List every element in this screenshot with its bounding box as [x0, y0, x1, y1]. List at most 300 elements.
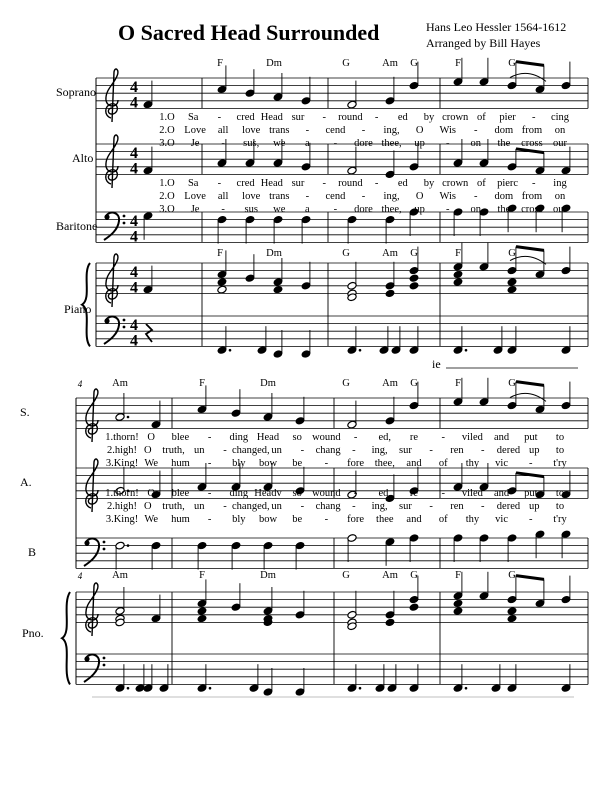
lyric-syllable: 1.O [159, 178, 175, 189]
composer-credit: Hans Leo Hessler 1564-1612 [426, 20, 567, 34]
dot [127, 687, 130, 690]
note [295, 541, 305, 569]
lyric-syllable: 1.O [159, 112, 175, 123]
lyric-syllable: - [333, 204, 338, 215]
lyric-syllable: cred [236, 112, 255, 123]
note [301, 262, 311, 290]
lyric-syllable: up [414, 138, 425, 149]
note [245, 215, 255, 243]
note-head [409, 281, 419, 290]
note [535, 250, 545, 278]
note [143, 266, 153, 294]
lyric-syllable: - [352, 501, 356, 512]
lyric-syllable: - [441, 432, 445, 443]
chord-symbol: Am [382, 248, 398, 259]
rest-icon [146, 324, 152, 342]
note [143, 81, 153, 109]
lyric-syllable: love [242, 191, 261, 202]
lyric-syllable: be [292, 458, 303, 469]
time-signature-bottom: 4 [130, 228, 138, 246]
lyric-syllable: - [333, 138, 338, 149]
note [507, 664, 517, 692]
dot [209, 687, 212, 690]
note [507, 149, 517, 171]
lyric-syllable: un [194, 501, 205, 512]
lyric-syllable: dore [354, 204, 373, 215]
lyric-syllable: - [322, 112, 326, 123]
lyric-syllable: re [409, 488, 419, 499]
beam [516, 62, 544, 66]
lyric-syllable: trans [269, 191, 290, 202]
lyric-syllable: O [415, 125, 424, 136]
lyric-syllable: - [480, 501, 485, 512]
lyric-syllable: - [300, 501, 305, 512]
note [197, 385, 207, 413]
lyric-syllable: on [554, 191, 566, 202]
lyric-syllable: - [221, 204, 225, 215]
note [273, 73, 283, 101]
note [295, 668, 305, 696]
lyric-syllable: 3.O [159, 138, 175, 149]
lyric-syllable: - [217, 112, 222, 123]
lyric-syllable: ren [450, 445, 464, 456]
note [453, 278, 463, 287]
lyric-syllable: - [532, 178, 536, 189]
lyric-syllable: ed, [378, 432, 392, 443]
note [273, 285, 283, 294]
lyric-syllable: - [207, 432, 212, 443]
lyric-syllable: - [474, 125, 478, 136]
bass-clef-icon [84, 656, 89, 661]
lyric-syllable: un [271, 445, 282, 456]
lyric-syllable: crown [442, 178, 469, 189]
chord-symbol: F [455, 570, 461, 581]
lyric-syllable: - [207, 514, 212, 525]
treble-clef-icon [106, 69, 118, 122]
lyric-syllable: changed, [232, 501, 270, 512]
note [231, 583, 241, 611]
chord-symbol: Am [382, 570, 398, 581]
note [197, 463, 207, 491]
note [507, 326, 517, 354]
bass-clef-icon [123, 326, 126, 329]
note [263, 587, 273, 615]
note [151, 401, 161, 429]
lyric-syllable: dore [354, 138, 373, 149]
note [263, 541, 273, 569]
lyric-syllable: so [292, 432, 302, 443]
time-signature-bottom: 4 [130, 332, 138, 350]
note [387, 664, 397, 692]
bass-clef-icon [103, 548, 106, 551]
lyric-syllable: a [305, 138, 310, 149]
lyric-syllable: up [414, 204, 425, 215]
bass-clef-icon [103, 541, 106, 544]
note [479, 243, 489, 271]
treble-clef-icon [106, 254, 118, 307]
lyric-syllable: of [477, 112, 486, 123]
note [217, 285, 227, 294]
lyric-syllable: thee, [381, 138, 402, 149]
note [507, 534, 517, 562]
note-head [507, 607, 517, 616]
note [453, 664, 467, 692]
note [159, 664, 169, 692]
lyric-syllable: 1.thorn! [105, 432, 139, 443]
bass-clef-icon [103, 657, 106, 660]
time-signature-top: 4 [130, 317, 138, 334]
chord-symbol: F [455, 58, 461, 69]
lyric-syllable: sus [244, 204, 258, 215]
lyric-syllable: - [207, 488, 212, 499]
lyric-syllable: wound [312, 432, 341, 443]
note [385, 150, 395, 178]
note [409, 281, 419, 290]
lyric-syllable: sur [398, 501, 412, 512]
note-head [507, 285, 517, 294]
lyric-syllable: put [524, 432, 538, 443]
page-title: O Sacred Head Surrounded [118, 20, 380, 45]
lyric-syllable: we [273, 138, 286, 149]
bass-clef-icon [104, 318, 109, 323]
lyric-syllable: round [338, 112, 363, 123]
arranger-credit: Arranged by Bill Hayes [426, 36, 541, 50]
lyric-syllable: dom [494, 125, 514, 136]
lyric-syllable: dom [494, 191, 514, 202]
lyric-syllable: bly [232, 514, 246, 525]
lyric-syllable: cross [521, 138, 543, 149]
lyric-syllable: truth, [162, 501, 185, 512]
note-head [507, 614, 517, 623]
note [143, 664, 153, 692]
time-signature-top: 4 [130, 264, 138, 281]
lyric-syllable: 2.high! [106, 445, 138, 456]
chord-symbol: Dm [260, 570, 276, 581]
note [231, 389, 241, 417]
lyric-syllable: We [144, 458, 159, 469]
note [115, 393, 129, 421]
note [301, 77, 311, 105]
note [491, 664, 501, 692]
note [295, 591, 305, 619]
lyric-syllable: dered [496, 445, 521, 456]
chord-symbol: G [410, 248, 418, 259]
lyric-syllable: on [554, 125, 566, 136]
lyric-syllable: - [441, 488, 445, 499]
lyric-syllable: sur [291, 112, 305, 123]
lyric-syllable: chang [315, 445, 341, 456]
chord-symbol: Dm [266, 248, 282, 259]
lyric-syllable: - [353, 488, 358, 499]
note-head [507, 278, 517, 287]
note [115, 587, 125, 615]
lyric-syllable: hum [171, 458, 190, 469]
note [507, 614, 517, 623]
lyric-syllable: from [521, 191, 543, 202]
lyric-syllable: by [423, 112, 435, 123]
lyric-syllable: changed, [232, 445, 270, 456]
lyric-syllable: ding [229, 432, 249, 443]
lyric-syllable: up [528, 445, 540, 456]
lyric-syllable: - [374, 178, 379, 189]
note [561, 382, 571, 410]
chord-symbol: F [199, 378, 205, 389]
brace-icon [62, 592, 70, 684]
lyric-syllable: from [521, 125, 543, 136]
dot [127, 416, 130, 419]
note [507, 607, 517, 616]
note [385, 537, 395, 565]
lyric-syllable: blee [171, 432, 190, 443]
lyric-syllable: a [305, 204, 310, 215]
lyric-syllable: O [143, 501, 152, 512]
staff-label: B [28, 545, 37, 559]
chord-symbol: F [199, 570, 205, 581]
note [385, 591, 395, 619]
chord-symbol: F [455, 248, 461, 259]
note-head [409, 274, 419, 283]
note [273, 258, 283, 286]
lyric-syllable: Sa [187, 178, 199, 189]
lyric-syllable: our [553, 204, 567, 215]
lyric-syllable: O [147, 488, 155, 499]
lyric-syllable: on [470, 204, 482, 215]
note [143, 211, 153, 239]
lyric-syllable: Love [184, 191, 206, 202]
dot [465, 687, 468, 690]
time-signature-bottom: 4 [130, 94, 138, 112]
note [385, 289, 395, 298]
lyric-syllable: on [470, 138, 482, 149]
lyric-syllable: - [217, 178, 222, 189]
note [375, 664, 385, 692]
note [263, 668, 273, 696]
note [453, 270, 463, 279]
lyric-syllable: - [223, 501, 227, 512]
note [151, 541, 161, 569]
dot [465, 349, 468, 352]
note [385, 77, 395, 105]
lyric-syllable: round [338, 178, 363, 189]
note-head [453, 607, 463, 616]
lyric-syllable: sus, [243, 138, 260, 149]
slur [510, 73, 546, 81]
note [245, 254, 255, 282]
lyric-syllable: Wis [439, 125, 456, 136]
lyric-syllable: all [217, 125, 229, 136]
note [561, 664, 571, 692]
lyric-syllable: vic [495, 514, 509, 525]
lyric-syllable: the [497, 204, 511, 215]
lyric-syllable: to [555, 432, 565, 443]
lyric-syllable: of [438, 458, 448, 469]
note [347, 591, 357, 619]
lyric-syllable: to [555, 501, 565, 512]
note [479, 534, 489, 562]
note [479, 572, 489, 600]
staff-label: A. [20, 475, 32, 489]
note [453, 599, 463, 608]
note [347, 147, 357, 175]
lyric-syllable: and [406, 514, 422, 525]
note [453, 534, 463, 562]
note [347, 401, 357, 429]
lyric-syllable: cred [236, 178, 255, 189]
note [301, 215, 311, 243]
note [561, 147, 571, 175]
chord-symbol: Dm [260, 378, 276, 389]
note [385, 215, 395, 243]
lyric-syllable: Love [184, 125, 206, 136]
measure-number: 4 [77, 571, 83, 581]
chord-symbol: G [508, 378, 516, 389]
lyric-syllable: wound [312, 488, 341, 499]
staff-label: S. [20, 405, 30, 419]
lyric-syllable: cend [325, 191, 346, 202]
lyric-syllable: pier [499, 112, 516, 123]
note [391, 326, 401, 354]
lyric-syllable: 3.King! [105, 458, 139, 469]
lyric-syllable: by [423, 178, 435, 189]
lyric-syllable: so [292, 488, 302, 499]
beam [516, 382, 544, 386]
lyric-syllable: - [529, 458, 533, 469]
lyric-syllable: Head [256, 432, 280, 443]
note [561, 326, 571, 354]
lyric-syllable: dered [496, 501, 521, 512]
lyric-syllable: blee [171, 488, 190, 499]
note [197, 579, 207, 607]
staff-label: Pno. [22, 626, 44, 640]
note [385, 262, 395, 290]
lyric-syllable: cend [325, 125, 346, 136]
lyric-syllable: 2.O [159, 125, 175, 136]
chord-symbol: G [508, 570, 516, 581]
chord-symbol: G [342, 58, 350, 69]
lyric-syllable: pierc [497, 178, 519, 189]
dot [229, 349, 232, 352]
dot [359, 687, 362, 690]
lyric-syllable: our [553, 138, 567, 149]
lyric-syllable: Sa [187, 112, 199, 123]
lyric-syllable: We [144, 514, 159, 525]
note [143, 147, 153, 175]
note [507, 278, 517, 287]
lyric-syllable: love [242, 125, 261, 136]
chord-symbol: G [342, 248, 350, 259]
lyric-syllable: viled [461, 488, 483, 499]
note-head [453, 599, 463, 608]
lyric-syllable: all [217, 191, 229, 202]
lyric-syllable: - [324, 458, 329, 469]
lyric-syllable: sur [291, 178, 305, 189]
lyric-syllable: vic [495, 458, 509, 469]
lyric-syllable: and [406, 458, 422, 469]
note [453, 139, 463, 167]
lyric-syllable: - [429, 445, 433, 456]
note [197, 607, 207, 616]
lyric-syllable: O [415, 191, 424, 202]
note-head [385, 618, 395, 627]
note [561, 530, 571, 558]
lyric-syllable: up [528, 501, 540, 512]
lyric-syllable: re [409, 432, 419, 443]
lyric-syllable: Head [260, 112, 283, 123]
time-signature-top: 4 [130, 145, 138, 162]
chord-symbol: G [508, 248, 516, 259]
staff-label: Baritone [56, 219, 98, 233]
lyric-syllable: ed [397, 178, 408, 189]
lyric-syllable: ing, [371, 445, 388, 456]
lyric-syllable: the [497, 138, 511, 149]
time-signature-bottom: 4 [130, 160, 138, 178]
lyric-syllable: t'ry [553, 514, 567, 525]
chord-symbol: Am [112, 570, 128, 581]
note [409, 603, 419, 612]
lyric-syllable: - [374, 112, 379, 123]
lyric-syllable: - [305, 191, 310, 202]
lyric-syllable: thee, [374, 458, 395, 469]
lyric-syllable: - [305, 125, 310, 136]
note [561, 247, 571, 275]
dot [127, 544, 130, 547]
lyric-syllable: thy [465, 458, 480, 469]
note [535, 579, 545, 607]
note-head [217, 278, 227, 287]
note [493, 326, 503, 354]
lyric-syllable: - [445, 204, 450, 215]
lyric-syllable: 1.thorn! [105, 488, 139, 499]
note [453, 607, 463, 616]
lyric-syllable: trans [269, 125, 290, 136]
lyric-syllable: - [353, 432, 358, 443]
note [347, 215, 357, 243]
lyric-syllable: - [529, 514, 533, 525]
note [453, 208, 463, 236]
chord-symbol: G [410, 58, 418, 69]
chord-symbol: Am [382, 58, 398, 69]
lyric-syllable: O [147, 432, 155, 443]
chord-symbol: F [455, 378, 461, 389]
lyric-syllable: ing [553, 178, 567, 189]
note [273, 215, 283, 243]
lyric-syllable: - [532, 112, 536, 123]
time-signature-top: 4 [130, 79, 138, 96]
beam [516, 576, 544, 580]
treble-clef-icon [86, 389, 98, 442]
lyric-syllable: ing, [371, 501, 388, 512]
lyric-syllable: 2.O [159, 191, 175, 202]
note [263, 393, 273, 421]
note-head [273, 285, 283, 294]
lyric-syllable: - [480, 445, 485, 456]
lyric-syllable: put [524, 488, 538, 499]
note [197, 614, 207, 623]
lyric-syllable: un [194, 445, 205, 456]
bass-clef-icon [104, 214, 109, 219]
note [561, 62, 571, 90]
note-head [385, 289, 395, 298]
note-head [197, 614, 207, 623]
measure-number: 4 [77, 379, 83, 389]
note-head [217, 285, 227, 294]
lyric-syllable: ing, [383, 191, 400, 202]
lyric-syllable: - [474, 191, 478, 202]
note-head [409, 603, 419, 612]
note [409, 664, 419, 692]
note-head [453, 270, 463, 279]
lyric-syllable: Je [190, 204, 200, 215]
